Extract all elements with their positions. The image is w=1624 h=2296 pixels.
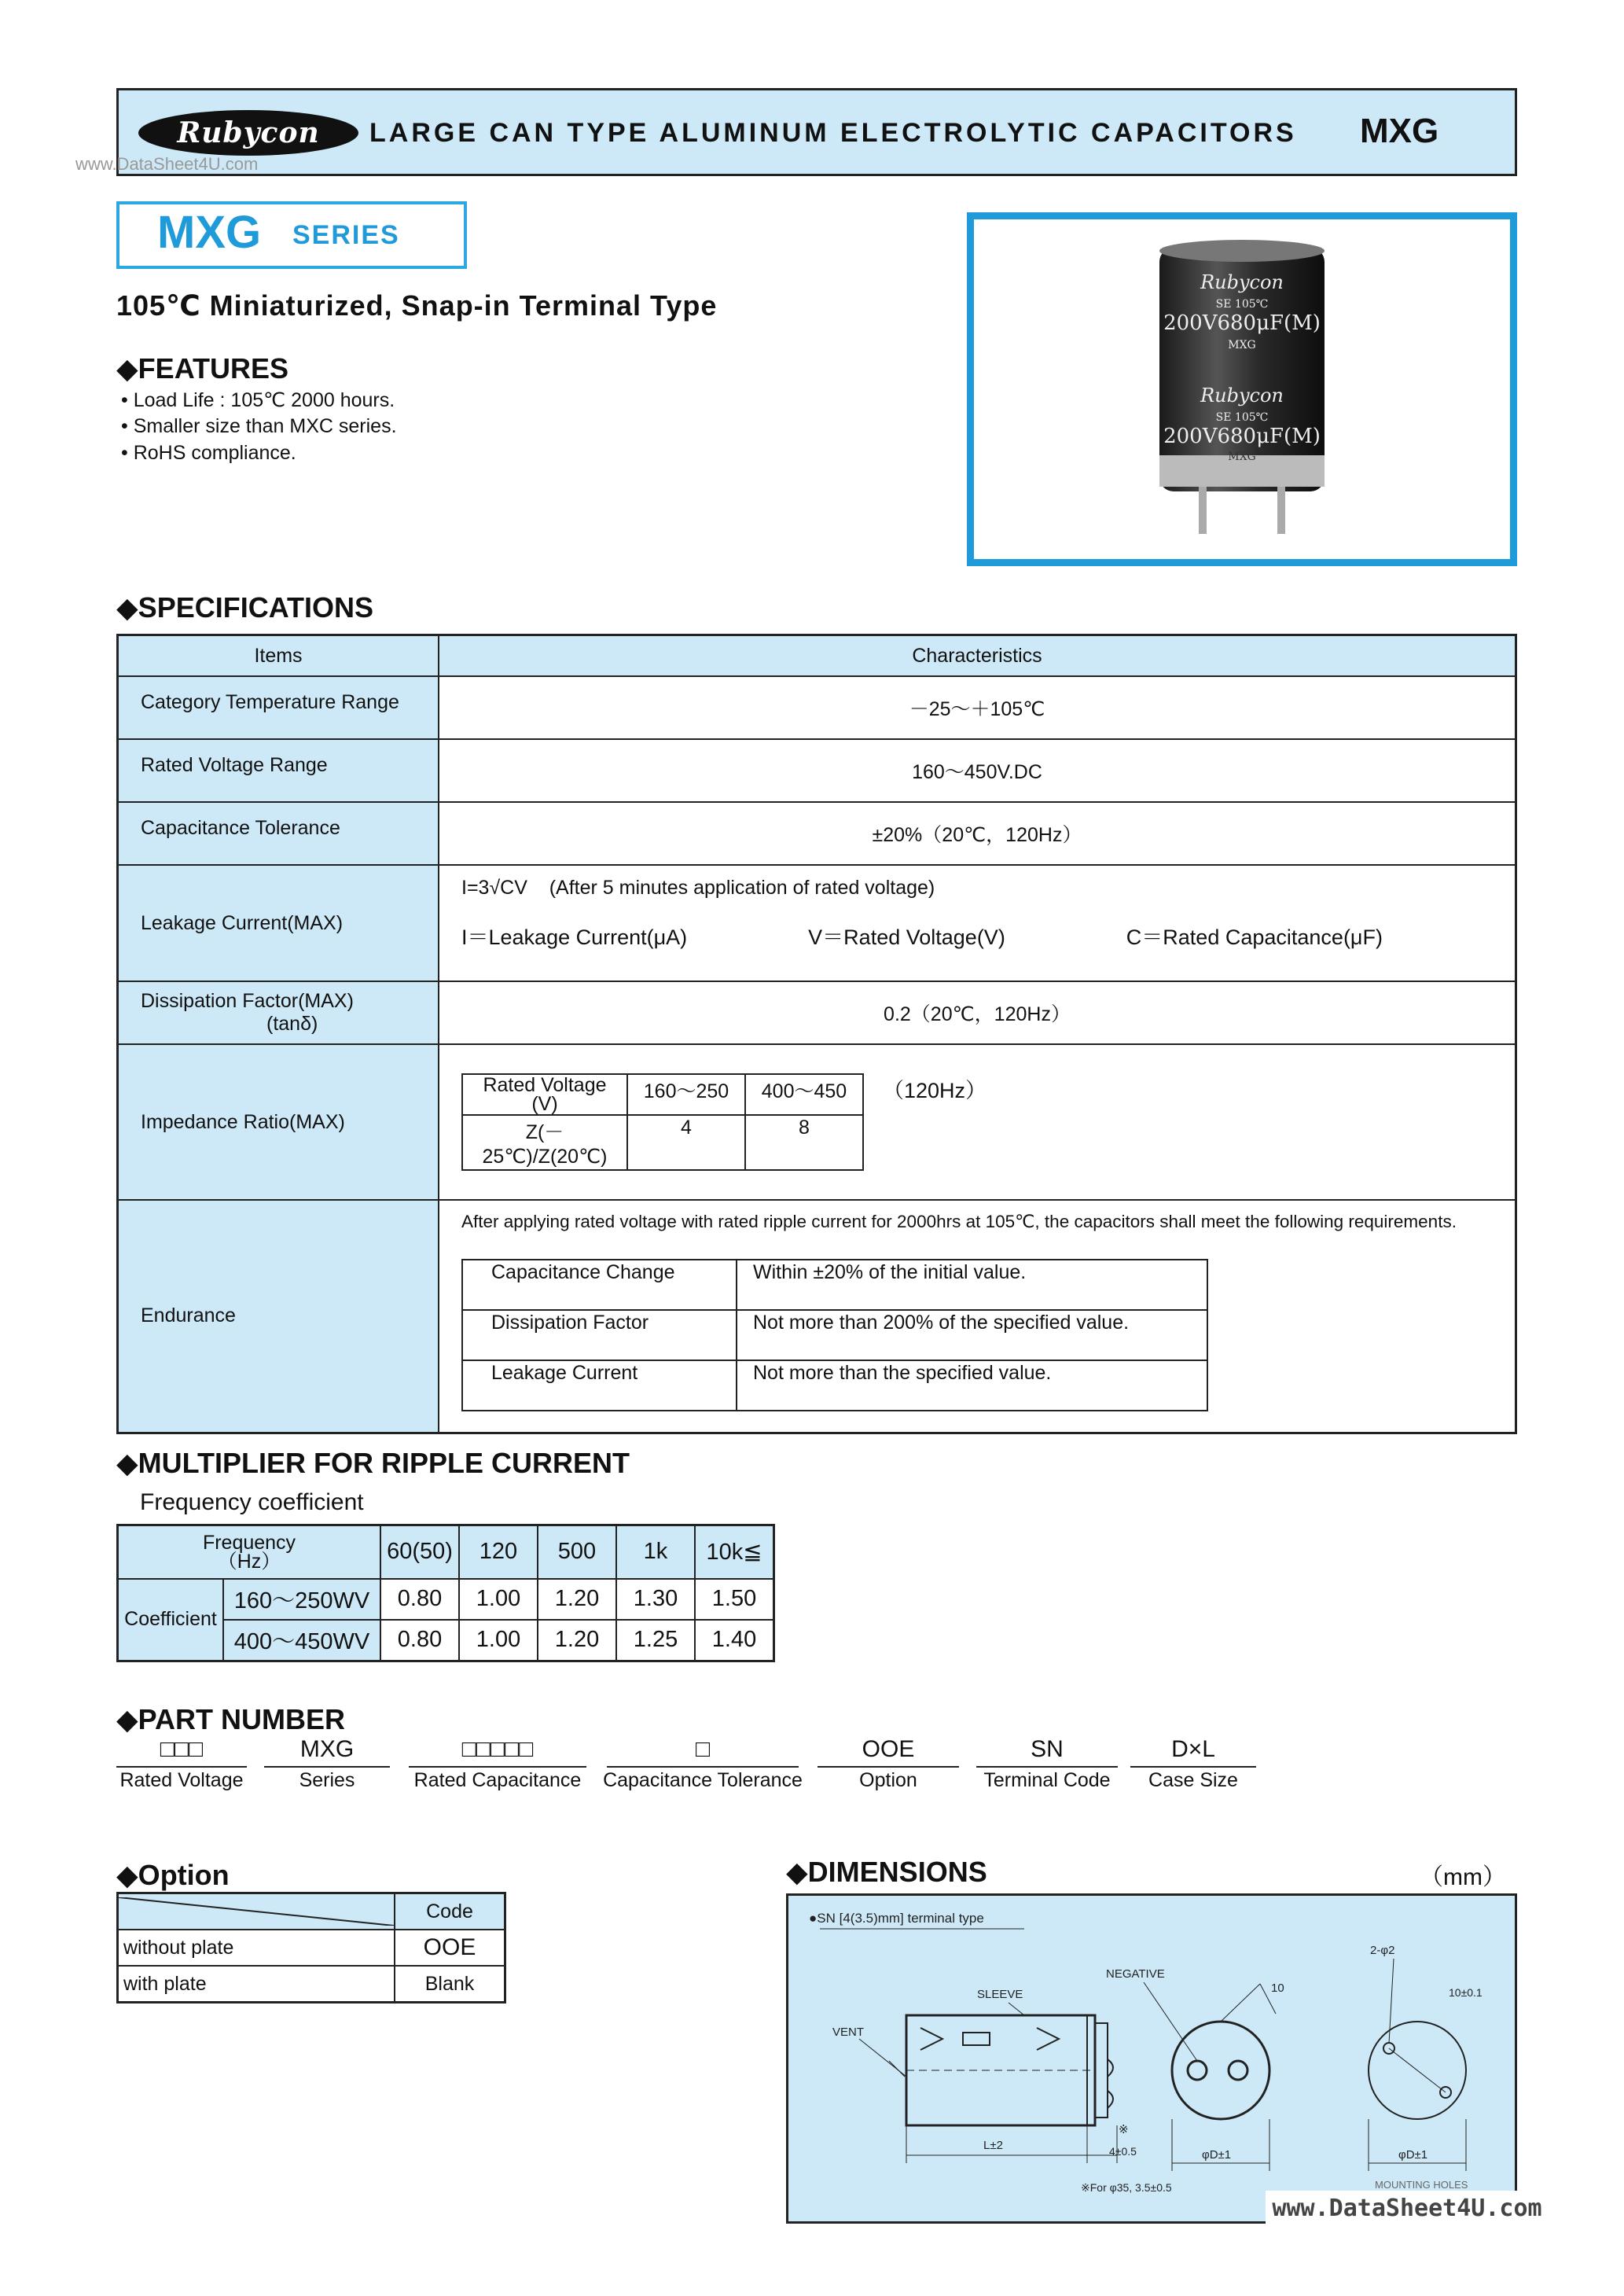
- coef-value: 0.80: [380, 1620, 459, 1661]
- table-row: [118, 1200, 1516, 1433]
- pn-code: □□□: [160, 1736, 204, 1762]
- feature-item: • RoHS compliance.: [121, 442, 296, 464]
- watermark-bottom[interactable]: www.DataSheet4U.com: [1266, 2191, 1549, 2225]
- rubycon-logo: Rubycon: [138, 110, 358, 156]
- ripple-heading: ◆MULTIPLIER FOR RIPPLE CURRENT: [116, 1447, 630, 1479]
- svg-text:Rubycon: Rubycon: [1200, 271, 1284, 293]
- svg-text:4±0.5: 4±0.5: [1109, 2145, 1137, 2158]
- freq-cell: 1k: [616, 1525, 695, 1579]
- coef-value: 1.00: [459, 1579, 538, 1620]
- option-table: [116, 1892, 506, 2003]
- pn-underline: [116, 1766, 247, 1768]
- spec-value: ±20%（20℃，120Hz）: [439, 802, 1516, 865]
- coef-value: 1.25: [616, 1620, 695, 1661]
- pn-code: D×L: [1171, 1736, 1215, 1762]
- spec-value: －25～＋105℃: [439, 676, 1516, 739]
- endurance-intro: After applying rated voltage with rated ripple current for 2000hrs at 105℃, the capacitors shall meet the following requirements.: [461, 1212, 1457, 1231]
- end-item: Dissipation Factor: [462, 1310, 737, 1360]
- end-value: Within ±20% of the initial value.: [737, 1260, 1207, 1310]
- table-row: [118, 1044, 1516, 1200]
- option-label: with plate: [118, 1966, 395, 2003]
- endurance-table: [461, 1259, 1208, 1411]
- spec-value: 160～450V.DC: [439, 739, 1516, 802]
- pn-underline: [607, 1766, 799, 1768]
- pn-underline: [264, 1766, 390, 1768]
- spec-label: [118, 981, 439, 1044]
- spec-value: [439, 865, 1516, 981]
- table-row: [118, 739, 1516, 802]
- table-row: [118, 1966, 505, 2003]
- svg-text:10±0.1: 10±0.1: [1449, 1986, 1483, 1999]
- leakage-def: I＝Leakage Current(μA): [461, 925, 688, 949]
- coef-value: 1.00: [459, 1620, 538, 1661]
- svg-text:MXG: MXG: [1228, 451, 1256, 463]
- svg-text:※For φ35, 3.5±0.5: ※For φ35, 3.5±0.5: [1081, 2181, 1172, 2194]
- svg-text:※: ※: [1119, 2123, 1129, 2136]
- imp-value: 8: [745, 1115, 863, 1170]
- pn-underline: [818, 1766, 959, 1768]
- pn-label: Option: [859, 1769, 917, 1791]
- option-code-header: Code: [395, 1893, 505, 1930]
- specs-heading: ◆SPECIFICATIONS: [116, 591, 374, 624]
- leakage-formula-note: (After 5 minutes application of rated voltage): [549, 877, 935, 899]
- dimensions-unit: （mm）: [1420, 1864, 1506, 1890]
- table-row: [462, 1115, 863, 1170]
- freq-cell: 500: [538, 1525, 616, 1579]
- coef-value: 1.20: [538, 1579, 616, 1620]
- coef-range: 400～450WV: [223, 1620, 380, 1661]
- spec-value: 0.2（20℃，120Hz）: [439, 981, 1516, 1044]
- freq-cell: 120: [459, 1525, 538, 1579]
- col-items: Items: [118, 635, 439, 677]
- table-row: [118, 1893, 505, 1930]
- header-series-code: MXG: [1360, 112, 1439, 150]
- series-label: SERIES: [292, 220, 400, 250]
- ripple-table: [116, 1524, 775, 1662]
- table-row: [118, 981, 1516, 1044]
- end-value: Not more than 200% of the specified value.: [737, 1310, 1207, 1360]
- pn-code: □: [695, 1736, 711, 1762]
- freq-cell: 60(50): [380, 1525, 459, 1579]
- table-row: [118, 865, 1516, 981]
- svg-text:NEGATIVE: NEGATIVE: [1106, 1967, 1165, 1981]
- spec-value: [439, 1044, 1516, 1200]
- svg-text:2-φ2: 2-φ2: [1370, 1944, 1395, 1957]
- watermark-top[interactable]: www.DataSheet4U.com: [75, 154, 259, 174]
- coef-label: Coefficient: [118, 1579, 224, 1661]
- imp-value: 4: [627, 1115, 745, 1170]
- table-row: [118, 1930, 505, 1966]
- svg-text:200V680μF(M): 200V680μF(M): [1163, 425, 1321, 448]
- pn-label: Capacitance Tolerance: [603, 1769, 803, 1791]
- option-code: OOE: [395, 1930, 505, 1966]
- imp-frequency: （120Hz）: [883, 1079, 987, 1102]
- table-row: [118, 676, 1516, 739]
- spec-label: Rated Voltage Range: [118, 739, 439, 802]
- table-row: [462, 1260, 1207, 1310]
- part-number-heading: ◆PART NUMBER: [116, 1703, 346, 1735]
- coef-value: 1.20: [538, 1620, 616, 1661]
- svg-text:SE 105℃: SE 105℃: [1215, 298, 1269, 311]
- svg-text:VENT: VENT: [832, 2026, 865, 2039]
- pn-code: MXG: [299, 1736, 355, 1762]
- features-heading: ◆FEATURES: [116, 352, 289, 385]
- end-value: Not more than the specified value.: [737, 1360, 1207, 1411]
- svg-text:Rubycon: Rubycon: [1200, 385, 1284, 407]
- pn-code: OOE: [862, 1736, 915, 1762]
- svg-text:MXG: MXG: [1228, 339, 1256, 351]
- table-row: [462, 1310, 1207, 1360]
- freq-header: Frequency （Hz）: [118, 1525, 381, 1579]
- capacitor-image: [974, 219, 1510, 559]
- option-code: Blank: [395, 1966, 505, 2003]
- spec-label: Capacitance Tolerance: [118, 802, 439, 865]
- svg-text:L±2: L±2: [983, 2139, 1003, 2152]
- svg-text:SLEEVE: SLEEVE: [977, 1988, 1023, 2001]
- pn-label: Rated Voltage: [119, 1769, 244, 1791]
- imp-header: Rated Voltage (V): [462, 1074, 627, 1115]
- table-row: [118, 635, 1516, 677]
- pn-underline: [976, 1766, 1118, 1768]
- end-item: Capacitance Change: [462, 1260, 737, 1310]
- spec-label: Impedance Ratio(MAX): [118, 1044, 439, 1200]
- coef-value: 1.40: [695, 1620, 774, 1661]
- series-name: MXG: [157, 207, 262, 258]
- pn-code: □□□□□: [461, 1736, 534, 1762]
- page-title: LARGE CAN TYPE ALUMINUM ELECTROLYTIC CAPACITORS: [369, 118, 1297, 148]
- svg-text:φD±1: φD±1: [1202, 2148, 1232, 2162]
- pn-underline: [1130, 1766, 1256, 1768]
- ripple-subheading: Frequency coefficient: [140, 1489, 364, 1515]
- spec-table: [116, 634, 1517, 1434]
- pn-label: Rated Capacitance: [413, 1769, 582, 1791]
- imp-range: 400～450: [745, 1074, 863, 1115]
- col-characteristics: Characteristics: [439, 635, 1516, 677]
- impedance-table: [461, 1073, 864, 1171]
- imp-range: 160～250: [627, 1074, 745, 1115]
- coef-range: 160～250WV: [223, 1579, 380, 1620]
- pn-underline: [409, 1766, 586, 1768]
- dimensions-drawing: [786, 1893, 1517, 2224]
- table-row: [462, 1360, 1207, 1411]
- leakage-def: V＝Rated Voltage(V): [808, 925, 1005, 949]
- table-row: [118, 1579, 774, 1620]
- pn-label: Terminal Code: [983, 1769, 1111, 1791]
- svg-text:φD±1: φD±1: [1398, 2148, 1428, 2162]
- spec-label: Leakage Current(MAX): [118, 865, 439, 981]
- end-item: Leakage Current: [462, 1360, 737, 1411]
- leakage-formula: I=3√CV: [461, 877, 527, 899]
- svg-text:SE 105℃: SE 105℃: [1215, 411, 1269, 424]
- table-row: [462, 1074, 863, 1115]
- pn-code: SN: [1031, 1736, 1064, 1762]
- dissipation-label-2: (tanδ): [266, 1013, 318, 1035]
- pn-label: Case Size: [1148, 1769, 1238, 1791]
- option-heading: ◆Option: [116, 1859, 230, 1891]
- dissipation-label: Dissipation Factor(MAX): [141, 990, 354, 1012]
- freq-cell: 10k≦: [695, 1525, 774, 1579]
- spec-value: [439, 1200, 1516, 1433]
- svg-text:MOUNTING HOLES: MOUNTING HOLES: [1375, 2179, 1468, 2191]
- table-row: [118, 802, 1516, 865]
- dimensions-heading: ◆DIMENSIONS: [786, 1856, 987, 1888]
- feature-item: • Load Life : 105℃ 2000 hours.: [121, 389, 395, 411]
- coef-value: 1.30: [616, 1579, 695, 1620]
- diagonal-line: [119, 1897, 394, 1926]
- pn-label: Series: [299, 1769, 355, 1791]
- product-photo: [967, 212, 1517, 566]
- table-row: [118, 1525, 774, 1579]
- spec-label: Category Temperature Range: [118, 676, 439, 739]
- option-corner: [118, 1893, 395, 1930]
- feature-item: • Smaller size than MXC series.: [121, 415, 397, 437]
- coef-value: 0.80: [380, 1579, 459, 1620]
- svg-text:●SN [4(3.5)mm] terminal type: ●SN [4(3.5)mm] terminal type: [809, 1911, 984, 1926]
- svg-text:200V680μF(M): 200V680μF(M): [1163, 311, 1321, 335]
- leakage-def: C＝Rated Capacitance(μF): [1126, 925, 1383, 949]
- series-subtitle: 105℃ Miniaturized, Snap-in Terminal Type: [116, 289, 718, 322]
- imp-row-label: Z(－25℃)/Z(20℃): [462, 1115, 627, 1170]
- coef-value: 1.50: [695, 1579, 774, 1620]
- option-label: without plate: [118, 1930, 395, 1966]
- dimension-diagram: [788, 1896, 1515, 2221]
- svg-text:10: 10: [1271, 1981, 1284, 1995]
- spec-label: Endurance: [118, 1200, 439, 1433]
